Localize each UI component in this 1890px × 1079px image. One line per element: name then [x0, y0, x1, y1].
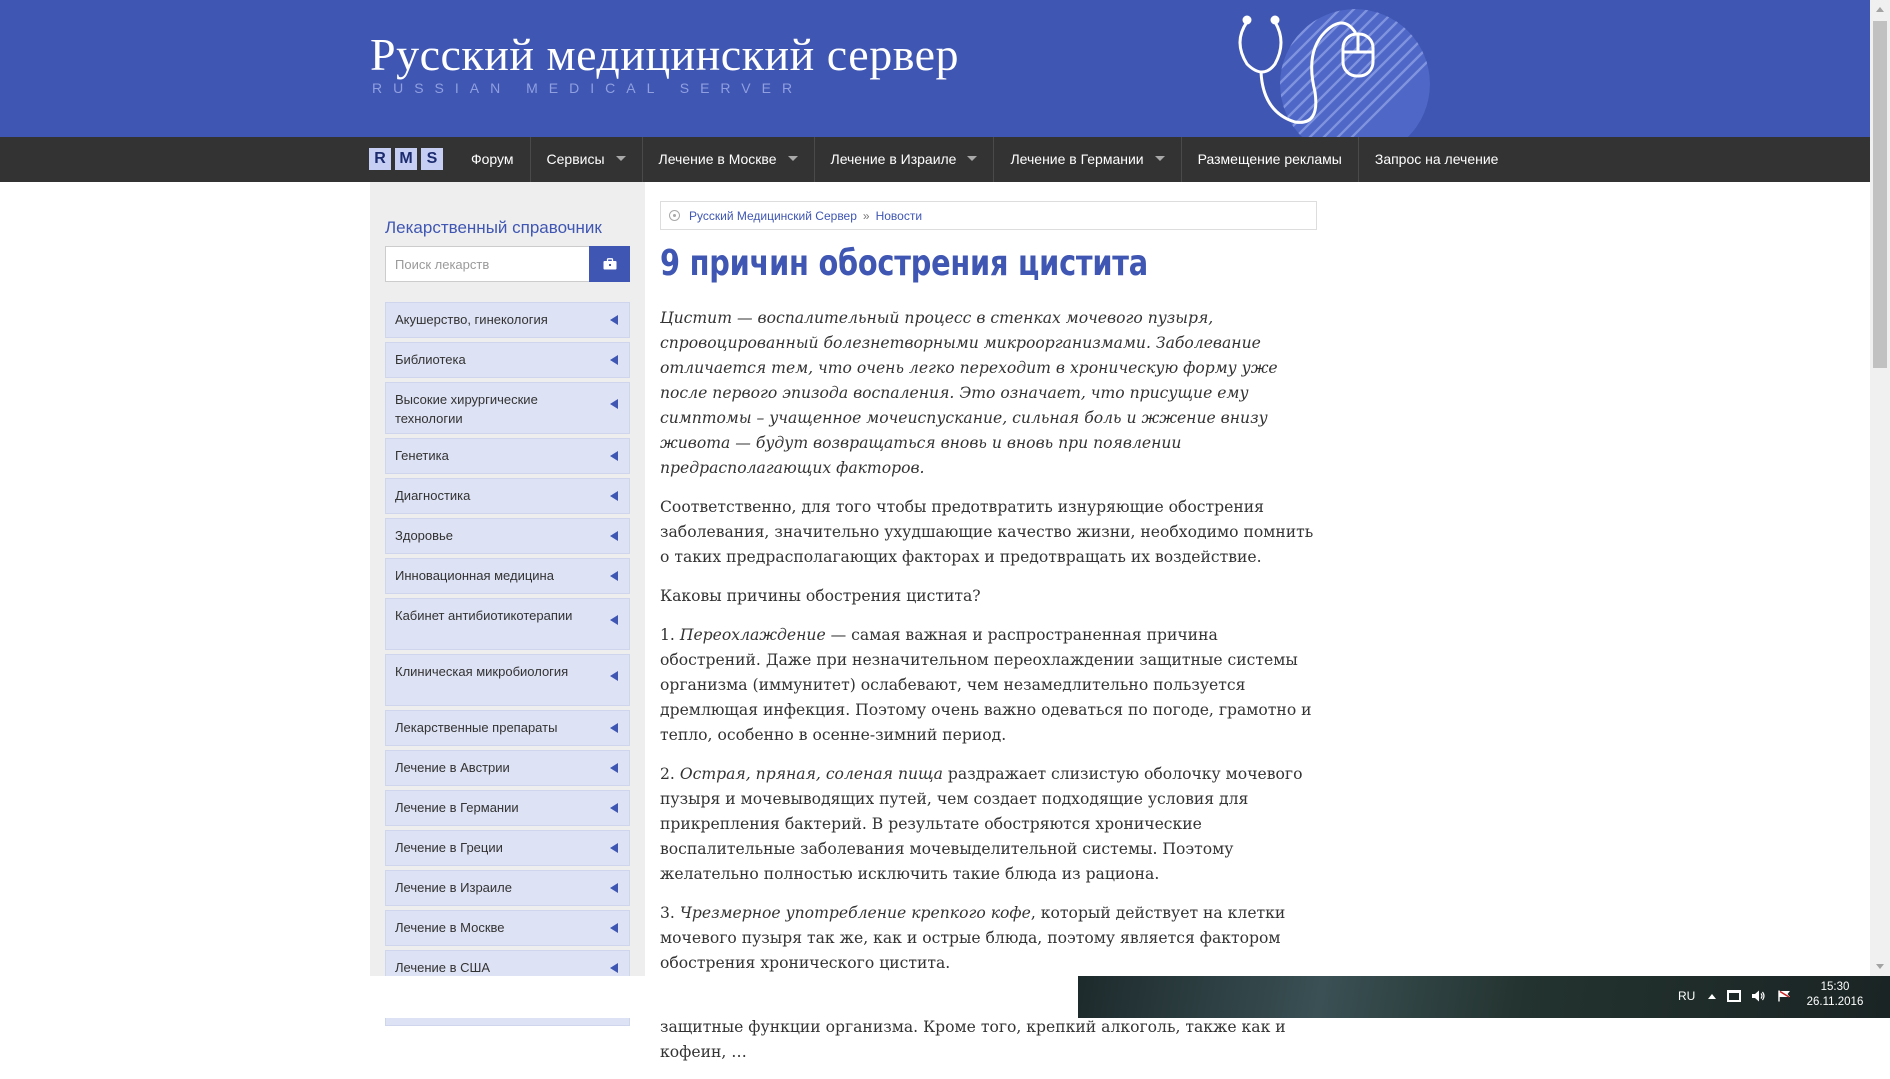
nav-item-services[interactable] — [531, 137, 643, 182]
show-hidden-icons-icon[interactable] — [1708, 994, 1716, 999]
sidebar-category-label: Здоровье — [395, 528, 454, 543]
sidebar-category-label: Кабинет антибиотикотерапии — [395, 608, 573, 623]
expand-arrow-icon — [610, 843, 618, 853]
volume-icon[interactable] — [1752, 990, 1766, 1002]
reason-term: Острая, пряная, соленая пища — [679, 765, 943, 783]
chevron-down-icon — [788, 156, 798, 161]
rms-logo[interactable] — [369, 148, 443, 170]
drug-search-input[interactable] — [385, 246, 590, 282]
sidebar-category-item[interactable] — [385, 790, 630, 826]
logo-letter-s: S — [421, 148, 443, 170]
nav-item-treatment-request[interactable] — [1359, 137, 1515, 182]
breadcrumb-separator: » — [862, 208, 870, 223]
sidebar-category-label: Инновационная медицина — [395, 568, 554, 583]
site-header — [0, 0, 1870, 137]
article-body — [660, 306, 1320, 1079]
stethoscope-mouse-icon — [1225, 12, 1475, 137]
reason-item-2 — [660, 762, 1320, 887]
reason-text: раздражает слизистую оболочку мочевого пузыря и мочевыводящих путей, чем создает подходящие условия для прикрепления бактерий. В результате обостряются хронические воспалительные заболевания мочевыделительной системы. Поэтому желательно полностью исключить такие блюда из рациона. — [660, 765, 1303, 883]
sidebar-category-item[interactable] — [385, 478, 630, 514]
nav-item-label: Лечение в Москве — [658, 151, 777, 167]
nav-item-moscow[interactable] — [643, 137, 815, 182]
expand-arrow-icon — [610, 491, 618, 501]
reason-text: , который действует на клетки мочевого пузыря так же, как и острые блюда, поэтому является фактором обострения хронического цистита. — [660, 904, 1286, 972]
reason-number: 3. — [660, 904, 680, 922]
expand-arrow-icon — [610, 671, 618, 681]
expand-arrow-icon — [610, 531, 618, 541]
sidebar — [370, 182, 645, 976]
scrollbar-thumb[interactable] — [1873, 21, 1887, 368]
nav-item-advertising[interactable] — [1182, 137, 1359, 182]
article-paragraph: Соответственно, для того чтобы предотвратить изнуряющие обострения заболевания, значительно ухудшающие качество жизни, необходимо помнить о таких предрасполагающих факторах и предотвращать их воздействие. — [660, 498, 1314, 566]
expand-arrow-icon — [610, 451, 618, 461]
expand-arrow-icon — [610, 399, 618, 409]
breadcrumb-home-link[interactable]: Русский Медицинский Сервер — [689, 208, 857, 223]
article-intro — [660, 306, 1320, 481]
sidebar-category-label: Лечение в Израиле — [395, 880, 512, 895]
intro-text: Цистит — воспалительный процесс в стенках мочевого пузыря, спровоцированный болезнетворными микроорганизмами. Заболевание отличается тем, что очень легко переходит в хроническую форму уже после первого эпизода воспаления. Это означает, что присущие ему симптомы – учащенное мочеиспускание, сильная боль и жжение внизу живота — будут возвращаться вновь и вновь при появлении предрасполагающих факторов. — [660, 309, 1278, 477]
nav-item-label: Лечение в Германии — [1010, 151, 1144, 167]
breadcrumb-current-link[interactable]: Новости — [875, 208, 923, 223]
drug-search — [385, 246, 630, 282]
sidebar-category-item[interactable] — [385, 598, 630, 650]
expand-arrow-icon — [610, 963, 618, 973]
sidebar-category-item[interactable] — [385, 382, 630, 434]
logo-letter-m: M — [395, 148, 417, 170]
reason-item-1 — [660, 623, 1320, 748]
nav-item-germany[interactable] — [994, 137, 1181, 182]
reason-text: защитные функции организма. Кроме того, крепкий алкоголь, также как и кофеин, … — [660, 1018, 1286, 1061]
sidebar-category-item[interactable] — [385, 342, 630, 378]
expand-arrow-icon — [610, 355, 618, 365]
sidebar-category-label: Лечение в Австрии — [395, 760, 510, 775]
nav-menu — [456, 137, 1514, 182]
breadcrumb — [660, 201, 1317, 230]
expand-arrow-icon — [610, 803, 618, 813]
sidebar-category-label: Лечение в Греции — [395, 840, 503, 855]
sidebar-category-label: Акушерство, гинекология — [395, 312, 548, 327]
windows-taskbar — [1078, 976, 1890, 1018]
site-subtitle: RUSSIAN MEDICAL SERVER — [372, 80, 804, 96]
sidebar-category-item[interactable] — [385, 870, 630, 906]
nav-item-label: Лечение в Израиле — [830, 151, 957, 167]
sidebar-category-item[interactable] — [385, 558, 630, 594]
expand-arrow-icon — [610, 315, 618, 325]
sidebar-category-item[interactable] — [385, 654, 630, 706]
sidebar-category-label: Генетика — [395, 448, 449, 463]
article-question: Каковы причины обострения цистита? — [660, 587, 981, 605]
nav-item-label: Форум — [471, 151, 514, 167]
expand-arrow-icon — [610, 923, 618, 933]
nav-item-israel[interactable] — [815, 137, 995, 182]
article-title: 9 причин обострения цистита — [660, 243, 1148, 284]
nav-item-label: Сервисы — [546, 151, 605, 167]
reason-number: 2. — [660, 765, 680, 783]
reason-item-3 — [660, 901, 1320, 976]
drug-search-button[interactable] — [589, 246, 630, 282]
reason-text: — самая важная и распространенная причина обострений. Даже при незначительном переохлаждении защитные системы организма (иммунитет) ослабевают, чем незамедлительно пользуется дремлющая инфекция. Поэтому очень важно одеваться по погоде, грамотно и тепло, особенно в осенне-зимний период. — [660, 626, 1312, 744]
expand-arrow-icon — [610, 615, 618, 625]
expand-arrow-icon — [610, 571, 618, 581]
expand-arrow-icon — [610, 723, 618, 733]
nav-item-forum[interactable] — [456, 137, 531, 182]
scroll-down-arrow-icon[interactable] — [1876, 964, 1884, 969]
sidebar-category-label: Клиническая микробиология — [395, 664, 569, 679]
sidebar-category-label: Лечение в Германии — [395, 800, 519, 815]
expand-arrow-icon — [610, 763, 618, 773]
network-icon[interactable] — [1727, 990, 1741, 1002]
action-center-flag-icon[interactable] — [1778, 990, 1791, 1002]
system-clock[interactable] — [1800, 980, 1870, 1010]
reason-number: 1. — [660, 626, 680, 644]
chevron-down-icon — [967, 156, 977, 161]
sidebar-title[interactable]: Лекарственный справочник — [385, 218, 602, 237]
sidebar-category-item[interactable] — [385, 438, 630, 474]
briefcase-icon — [603, 258, 617, 270]
logo-letter-r: R — [369, 148, 391, 170]
sidebar-category-item[interactable] — [385, 910, 630, 946]
sidebar-category-label: Лечение в США — [395, 960, 491, 975]
sidebar-category-item[interactable] — [385, 302, 630, 338]
sidebar-category-item[interactable] — [385, 710, 630, 746]
sidebar-category-label: Лекарственные препараты — [395, 720, 558, 735]
site-title[interactable]: Русский медицинский сервер — [370, 29, 960, 80]
nav-item-label: Запрос на лечение — [1374, 151, 1499, 167]
main-nav — [0, 137, 1870, 182]
language-indicator[interactable]: RU — [1678, 989, 1696, 1003]
home-icon — [669, 210, 680, 221]
sidebar-category-label: Высокие хирургические технологии — [395, 392, 538, 426]
clock-date: 26.11.2016 — [1806, 996, 1864, 1008]
reason-term: Переохлаждение — [679, 626, 826, 644]
clock-time: 15:30 — [1820, 981, 1850, 993]
sidebar-category-item[interactable] — [385, 830, 630, 866]
sidebar-category-label: Диагностика — [395, 488, 471, 503]
reason-term: Чрезмерное употребление крепкого кофе — [679, 904, 1031, 922]
chevron-down-icon — [1155, 156, 1165, 161]
chevron-down-icon — [616, 156, 626, 161]
sidebar-category-label: Библиотека — [395, 352, 466, 367]
scroll-up-arrow-icon[interactable] — [1876, 7, 1884, 12]
page-scrollbar[interactable] — [1870, 0, 1890, 976]
sidebar-category-item[interactable] — [385, 750, 630, 786]
category-list — [385, 302, 630, 1030]
expand-arrow-icon — [610, 883, 618, 893]
nav-item-label: Размещение рекламы — [1197, 151, 1342, 167]
sidebar-category-item[interactable] — [385, 518, 630, 554]
sidebar-category-label: Лечение в Москве — [395, 920, 505, 935]
